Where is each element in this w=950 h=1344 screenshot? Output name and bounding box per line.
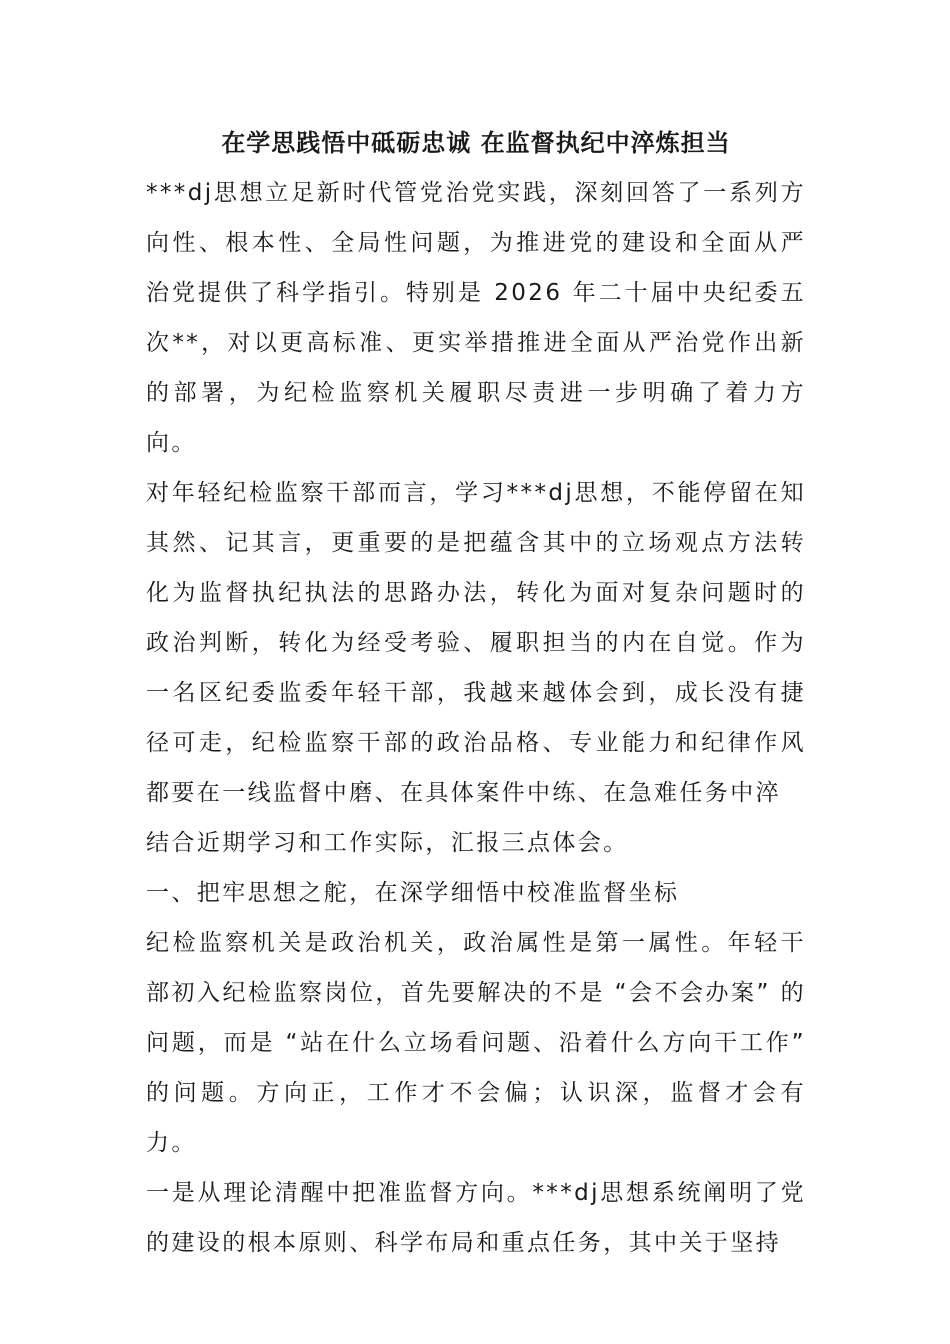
document-page: [146, 118, 806, 1318]
paragraph-political-organ: 纪检监察机关是政治机关，政治属性是第一属性。年轻干部初入纪检监察岗位，首先要解决的不是 “会不会办案” 的问题，而是 “站在什么立场看问题、沿着什么方向干工作” 的问题。方向正，工作才不会偏；认识深，监督才会有力。: [146, 930, 806, 1156]
section-heading-1: 一、把牢思想之舵，在深学细悟中校准监督坐标: [146, 880, 680, 906]
document-title: 在学思践悟中砥砺忠诚 在监督执纪中淬炼担当: [221, 129, 731, 157]
paragraph-intro: ***dj思想立足新时代管党治党实践，深刻回答了一系列方向性、根本性、全局性问题，为推进党的建设和全面从严治党提供了科学指引。特别是 2026 年二十届中央纪委五次**，对以更高标准、更实举措推进全面从严治党作出新的部署，为纪检监察机关履职尽责进一步明确了着力方向。: [146, 180, 806, 456]
paragraph-young-cadres: 对年轻纪检监察干部而言，学习***dj思想，不能停留在知其然、记其言，更重要的是把蕴含其中的立场观点方法转化为监督执纪执法的思路办法，转化为面对复杂问题时的政治判断，转化为经受考验、履职担当的内在自觉。作为一名区纪委监委年轻干部，我越来越体会到，成长没有捷径可走，纪检监察干部的政治品格、专业能力和纪律作风都要在一线监督中磨、在具体案件中练、在急难任务中淬: [146, 480, 806, 806]
paragraph-summary: 结合近期学习和工作实际，汇报三点体会。: [146, 830, 629, 856]
paragraph-point-one: 一是从理论清醒中把准监督方向。***dj思想系统阐明了党的建设的根本原则、科学布局和重点任务，其中关于坚持: [146, 1180, 806, 1256]
